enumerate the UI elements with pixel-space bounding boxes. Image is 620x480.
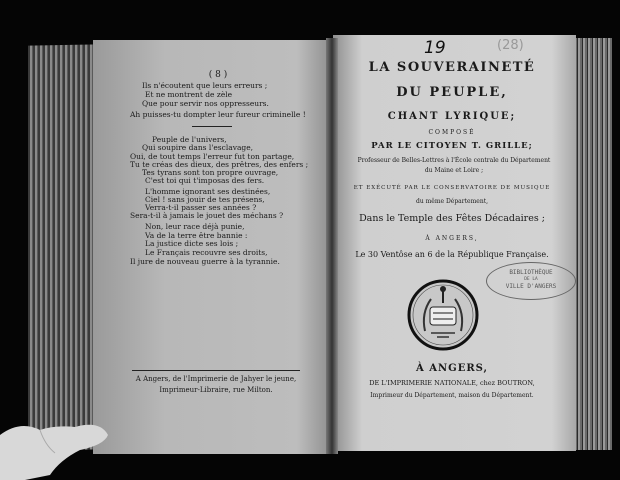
- verse-line: Ciel ! sans jouir de tes présens,: [145, 195, 265, 204]
- compose-label: COMPOSÉ: [428, 129, 476, 136]
- stamp-line: BIBLIOTHÈQUE: [509, 269, 553, 276]
- verse-line: Non, leur race déjà punie,: [145, 222, 245, 231]
- performed-by: du même Département,: [415, 198, 489, 205]
- title-line: DU PEUPLE,: [396, 85, 508, 100]
- stamp-line: DE LA: [524, 277, 538, 282]
- verse-line: Il jure de nouveau guerre à la tyrannie.: [130, 257, 280, 266]
- page-number: ( 8 ): [208, 70, 228, 80]
- left-page-edges: [28, 44, 98, 450]
- pencil-number: (28): [497, 38, 524, 53]
- library-stamp: [486, 262, 576, 300]
- imprint-line: Imprimeur du Département, maison du Département.: [370, 392, 534, 399]
- date: Le 30 Ventôse an 6 de la République Française.: [355, 250, 549, 259]
- verse-line: Sera-t-il à jamais le jouet des méchans ?: [130, 211, 284, 220]
- author: PAR LE CITOYEN T. GRILLE;: [371, 141, 533, 151]
- verse-line: Ils n'écoutent que leurs erreurs ;: [142, 81, 268, 90]
- verse-line: La justice dicte ses lois ;: [145, 239, 239, 248]
- subtitle: CHANT LYRIQUE;: [387, 111, 517, 122]
- venue: Dans le Temple des Fêtes Décadaires ;: [359, 213, 545, 224]
- divider: [132, 370, 300, 371]
- verse-line: Et ne montrent de zèle: [145, 90, 233, 99]
- author-role: du Maine et Loire ;: [424, 167, 484, 174]
- imprint-line: Imprimeur-Libraire, rue Milton.: [159, 386, 273, 394]
- city: À ANGERS,: [425, 235, 479, 242]
- author-role: Professeur de Belles-Lettres à l'École centrale du Département: [357, 157, 551, 164]
- imprint-line: A Angers, de l'Imprimerie de Jahyer le jeune,: [135, 375, 297, 383]
- verse-line: Ah puisses-tu dompter leur fureur criminelle !: [130, 110, 306, 119]
- verse-line: Oui, de tout temps l'erreur fut ton partage,: [130, 152, 295, 161]
- verse-line: Tu te créas des dieux, des prêtres, des enfers ;: [130, 160, 309, 169]
- verse-line: Verra-t-il passer ses années ?: [145, 203, 257, 212]
- performed-by: ET EXÉCUTÉ PAR LE CONSERVATOIRE DE MUSIQUE: [353, 185, 551, 191]
- right-page-edges: [570, 38, 612, 450]
- verse-line: L'homme ignorant ses destinées,: [145, 187, 271, 196]
- book-gutter: [326, 38, 338, 454]
- divider: [192, 126, 232, 127]
- verse-line: Le Français recouvre ses droits,: [145, 248, 268, 257]
- verse-line: Tes tyrans sont ton propre ouvrage,: [142, 168, 279, 177]
- imprint-line: DE L'IMPRIMERIE NATIONALE, chez BOUTRON,: [369, 379, 535, 387]
- hand-holding-book: [0, 415, 110, 480]
- verse-line: C'est toi qui t'imposas des fers.: [145, 176, 265, 185]
- title-line: LA SOUVERAINETÉ: [368, 60, 536, 75]
- verse-line: Va de la terre être bannie :: [145, 231, 248, 240]
- verse-line: Que pour servir nos oppresseurs.: [142, 99, 269, 108]
- verse-line: Peuple de l'univers,: [152, 135, 227, 144]
- republic-seal-emblem: [407, 279, 479, 351]
- imprint-city: À ANGERS,: [416, 363, 488, 374]
- stamp-line: VILLE D'ANGERS: [505, 283, 557, 290]
- handwritten-number: 19: [424, 38, 446, 58]
- verse-line: Qui soupire dans l'esclavage,: [142, 143, 254, 152]
